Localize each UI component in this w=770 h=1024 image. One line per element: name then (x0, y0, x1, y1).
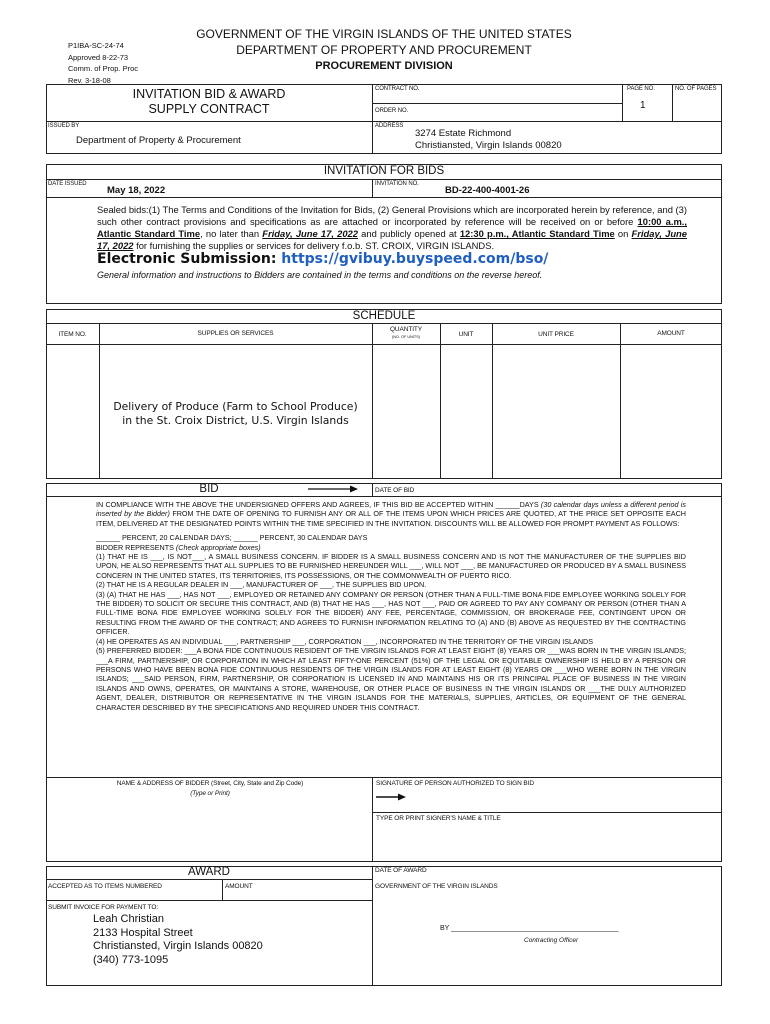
header-department: DEPARTMENT OF PROPERTY AND PROCUREMENT (236, 43, 532, 57)
address-label: ADDRESS (375, 123, 404, 129)
form-title-line1: INVITATION BID & AWARD (132, 87, 286, 101)
no-of-pages-label: NO. OF PAGES (675, 86, 717, 92)
government-label: GOVERNMENT OF THE VIRGIN ISLANDS (375, 883, 498, 890)
bid-title: BID (199, 483, 219, 495)
form-meta (68, 40, 138, 86)
address-line2: Christiansted, Virgin Islands 00820 (415, 140, 562, 151)
by-signature-line: BY ___________________________________________ (440, 925, 619, 932)
form-title (46, 87, 372, 117)
sealed-text-1: Sealed bids:(1) The Terms and Conditions of the Invitation for Bids, (2) General Provisions which are incorporated herein by reference, and (3) such other contract provisions and specifications as are attached or incorporated by reference will be received on or before (97, 204, 687, 227)
form-approved: Approved 8-22-73 (68, 52, 129, 62)
col-amount: AMOUNT (657, 330, 685, 337)
bid-p1-rest: FROM THE DATE OF OPENING TO FURNISH ANY OR ALL OF THE ITEMS UPON WHICH PRICES ARE QUOTED, AT THE PRICE SET OPPOSITE EACH ITEM, DELIVERED AT THE DESIGNATED POINTS WITHIN THE TIME SPECIFIED IN THE INVITATION. DISCOUNTS WILL BE ALLOWED FOR PROMPT PAYMENT AS FOLLOWS: (96, 509, 686, 528)
payee-name: Leah Christian (93, 913, 164, 925)
order-no-label: ORDER NO. (375, 108, 409, 114)
sealed-text-9: for furnishing the supplies or services for delivery f.o.b. ST. CROIX, VIRGIN ISLANDS. (133, 240, 495, 251)
opening-time: 12:30 p.m., Atlantic Standard Time (459, 228, 615, 239)
header-division: PROCUREMENT DIVISION (315, 60, 453, 72)
bid-p1 (96, 500, 686, 528)
award-amount-label: AMOUNT (225, 883, 253, 890)
sealed-text-3: , no later than (200, 228, 263, 239)
sealed-bids-paragraph (97, 204, 687, 252)
date-of-bid-label: DATE OF BID (375, 487, 415, 494)
schedule-description (99, 400, 372, 428)
payee-phone: (340) 773-1095 (93, 953, 169, 966)
document-header (170, 26, 598, 74)
form-revision: Rev. 3-18-08 (68, 75, 111, 85)
bid-p5: (2) THAT HE IS A REGULAR DEALER IN ___, MANUFACTURER OF ___, THE SUPPLIES BID UPON. (96, 580, 427, 590)
issued-by-value: Department of Property & Procurement (76, 135, 241, 146)
payee-address (93, 913, 263, 967)
date-of-award-label: DATE OF AWARD (375, 867, 427, 874)
bid-p3-italic: (Check appropriate boxes) (175, 542, 261, 552)
bid-p3-text: BIDDER REPRESENTS (96, 542, 176, 552)
electronic-submission-label: Electronic Submission: (97, 251, 282, 267)
col-quantity: QUANTITY (389, 326, 423, 333)
payee-city: Christiansted, Virgin Islands 00820 (93, 940, 263, 952)
arrow-right-icon (308, 484, 358, 494)
bid-p4: (1) THAT HE IS ___, IS NOT___, A SMALL BUSINESS CONCERN. IF BIDDER IS A SMALL BUSINESS CONCERN AND IS NOT THE MANUFACTURER OF THE SUPPLIES BID UPON, HE ALSO REPRESENTS THAT ALL SUPPLIES TO BE FURNISHED HEREUNDER WILL ___, WILL NOT ___, BE MANUFACTURED OR PRODUCED BY A SMALL BUSINESS CONCERN IN THE UNITED STATES, ITS TERRITORIES, ITS POSSESSIONS, OR THE COMMONWEALTH OF PUERTO RICO. (96, 552, 686, 580)
bid-p6: (3) (A) THAT HE HAS ___, HAS NOT ___, EMPLOYED OR RETAINED ANY COMPANY OR PERSON (OTHER THAN A FULL-TIME BONA FIDE EMPLOYEE WORKING SOLELY FOR THE BIDDER) TO SOLICIT OR SECURE THIS CONTRACT, AND (B) THAT HE HAS ___, HAS NOT ___, PAID OR AGREED TO PAY ANY COMPANY OR PERSON (OTHER THAN A FULL-TIME BONA FIDE EMPLOYEE WORKING SOLELY FOR THE BIDDER) ANY FEE, PERCENTAGE, COMMISSION, OR BROKERAGE FEE, CONTINGENT UPON OR RESULTING FROM THE AWARD OF THE CONTRACT; AND AGREES TO FURNISH INFORMATION RELATING TO (A) AND (B) ABOVE AS REQUESTED BY THE CONTRACTING OFFICER. (96, 589, 686, 637)
signature-arrow-icon (376, 792, 406, 802)
type-or-print-label: (Type or Print) (190, 790, 230, 797)
payee-street: 2133 Hospital Street (93, 926, 193, 939)
submission-link[interactable]: https://gvibuy.buyspeed.com/bso/ (281, 251, 549, 267)
description-line1: Delivery of Produce (Farm to School Produce) (113, 400, 358, 413)
col-quantity-sub: (NO. OF UNITS) (391, 335, 421, 339)
submit-invoice-label: SUBMIT INVOICE FOR PAYMENT TO: (48, 904, 159, 911)
accepted-items-label: ACCEPTED AS TO ITEMS NUMBERED (48, 883, 162, 890)
col-item-no: ITEM NO. (58, 331, 87, 338)
bid-p1-italic: (30 calendar days unless a different period is inserted by the Bidder) (96, 500, 686, 519)
bid-p1-text: IN COMPLIANCE WITH THE ABOVE THE UNDERSIGNED OFFERS AND AGREES, IF THIS BID BE ACCEPTED WITHIN ______DAYS (96, 500, 541, 509)
address-line1: 3274 Estate Richmond (415, 128, 512, 139)
bid-p7: (4) HE OPERATES AS AN INDIVIDUAL ___, PARTNERSHIP ___, CORPORATION ___, INCORPORATED IN THE TERRITORY OF THE VIRGIN ISLANDS (96, 636, 593, 646)
form-number: P1IBA-SC-24-74 (68, 41, 124, 50)
bid-p3 (96, 543, 686, 552)
bid-p2: ______ PERCENT, 20 CALENDAR DAYS; ______ PERCENT, 30 CALENDAR DAYS (96, 533, 368, 543)
col-unit-price: UNIT PRICE (538, 331, 574, 338)
invitation-title: INVITATION FOR BIDS (323, 165, 445, 177)
date-issued-label: DATE ISSUED (48, 181, 87, 187)
description-line2: in the St. Croix District, U.S. Virgin Islands (122, 414, 349, 427)
page-no-label: PAGE NO. (627, 86, 655, 92)
issued-by-label: ISSUED BY (48, 123, 80, 129)
col-unit: UNIT (458, 331, 474, 338)
page-no-value: 1 (640, 100, 646, 111)
electronic-submission (97, 251, 548, 267)
contracting-officer-label: Contracting Officer (524, 937, 579, 944)
signer-name-label: TYPE OR PRINT SIGNER'S NAME & TITLE (376, 815, 501, 822)
form-authority: Comm. of Prop. Proc (68, 64, 139, 73)
bid-compliance-text (96, 500, 686, 712)
schedule-title: SCHEDULE (352, 310, 416, 322)
form-title-line2: SUPPLY CONTRACT (148, 102, 270, 116)
header-government: GOVERNMENT OF THE VIRGIN ISLANDS OF THE UNITED STATES (196, 27, 572, 41)
bidder-name-address-label: NAME & ADDRESS OF BIDDER (Street, City, State and Zip Code) (116, 780, 304, 787)
sealed-text-7: on (614, 228, 632, 239)
deadline-time: 10:00 a.m., Atlantic Standard Time (97, 216, 687, 239)
bid-p8: (5) PREFERRED BIDDER: ___A BONA FIDE CONTINUOUS RESIDENT OF THE VIRGIN ISLANDS FOR AT LEAST EIGHT (8) YEARS OR ___WAS BORN IN THE VIRGIN ISLANDS; ___A FIRM, PARTNERSHIP, OR CORPORATION IN WHICH AT LEAST FIFTY-ONE PERCENT (51%) OF THE LEGAL OR EQUITABLE OWNERSHIP IS HELD BY A PERSON OR PERSONS WHO HAVE BEEN BONA FIDE CONTINUOUS RESIDENTS OF THE VIRGIN ISLANDS FOR AT LEAST EIGHT (8) YEARS OR ___WHO WERE BORN IN THE VIRGIN ISLANDS; ___SAID PERSON, FIRM, PARTNERSHIP, OR CORPORATION IS LICENSED IN AND MAINTAINS HIS OR ITS PRINCIPAL PLACE OF BUSINESS IN THE VIRGIN ISLANDS AND OWNS, OPERATES, OR MAINTAINS A STORE, WAREHOUSE, OR OTHER PLACE OF BUSINESS IN THE VIRGIN ISLANDS OR ___THE DULY AUTHORIZED AGENT, DEALER, DISTRIBUTOR OR REPRESENTATIVE IN THE VIRGIN ISLANDS FOR THE MATERIALS, SUPPLIES, ARTICLES, OR EQUIPMENT OF THE GENERAL CHARACTER DESCRIBED BY THE SPECIFICATIONS AND REQUIRED UNDER THIS CONTRACT. (96, 646, 686, 712)
general-info: General information and instructions to Bidders are contained in the terms and conditions on the reverse hereof. (97, 270, 543, 280)
deadline-date: Friday, June 17, 2022 (262, 228, 358, 239)
award-title: AWARD (188, 866, 230, 878)
sealed-text-5: and publicly opened at (357, 228, 460, 239)
contract-no-label: CONTRACT NO. (375, 86, 420, 92)
address-value (415, 128, 562, 152)
signature-label: SIGNATURE OF PERSON AUTHORIZED TO SIGN BID (376, 780, 534, 787)
col-supplies: SUPPLIES OR SERVICES (197, 330, 274, 337)
invitation-no-value: BD-22-400-4001-26 (445, 185, 530, 196)
date-issued-value: May 18, 2022 (107, 185, 166, 196)
opening-date: Friday, June 17, 2022 (97, 228, 687, 251)
invitation-no-label: INVITATION NO. (375, 181, 419, 187)
